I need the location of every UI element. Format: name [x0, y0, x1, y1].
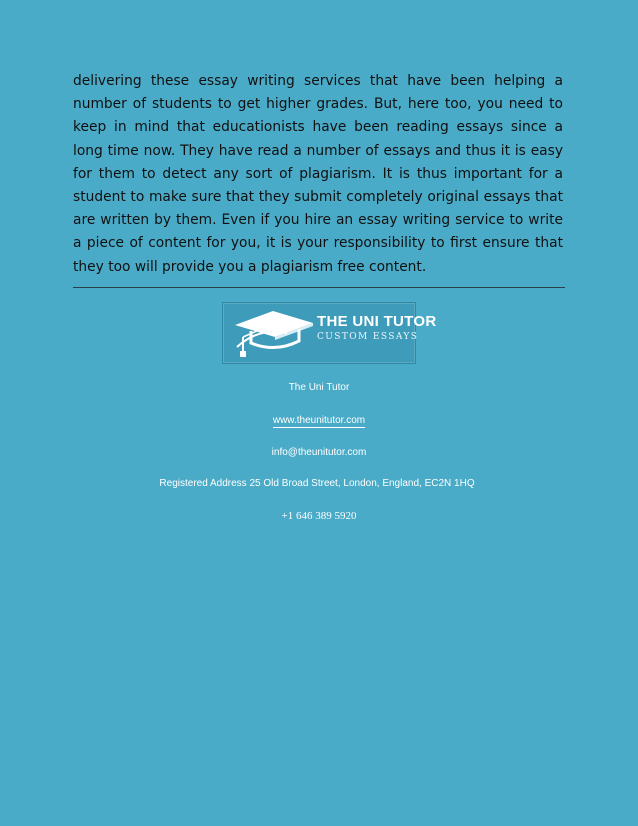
graduation-cap-icon: [229, 307, 317, 359]
horizontal-divider: [73, 287, 565, 288]
email-link[interactable]: info@theunitutor.com: [271, 447, 367, 458]
company-logo: [222, 302, 437, 364]
logo-name: THE UNI TUTOR: [317, 313, 437, 330]
registered-address: Registered Address 25 Old Broad Street, London, England, EC2N 1HQ: [159, 478, 475, 489]
website-row: [0, 415, 638, 426]
website-link[interactable]: www.theunitutor.com: [272, 415, 366, 426]
logo-tagline: CUSTOM ESSAYS: [317, 332, 419, 342]
company-name: The Uni Tutor: [288, 382, 350, 393]
phone-number: +1 646 389 5920: [281, 510, 357, 522]
body-paragraph: delivering these essay writing services that have been helping a number of students to get higher grades. But, here too, you need to keep in mind that educationists have been reading essays since a long time now. They have read a number of essays and thus it is easy for them to detect any sort of plagiarism. It is thus important for a student to make sure that they submit completely original essays that are written by them. Even if you hire an essay writing service to write a piece of content for you, it is your responsibility to first ensure that they too will provide you a plagiarism free content.: [73, 73, 563, 275]
